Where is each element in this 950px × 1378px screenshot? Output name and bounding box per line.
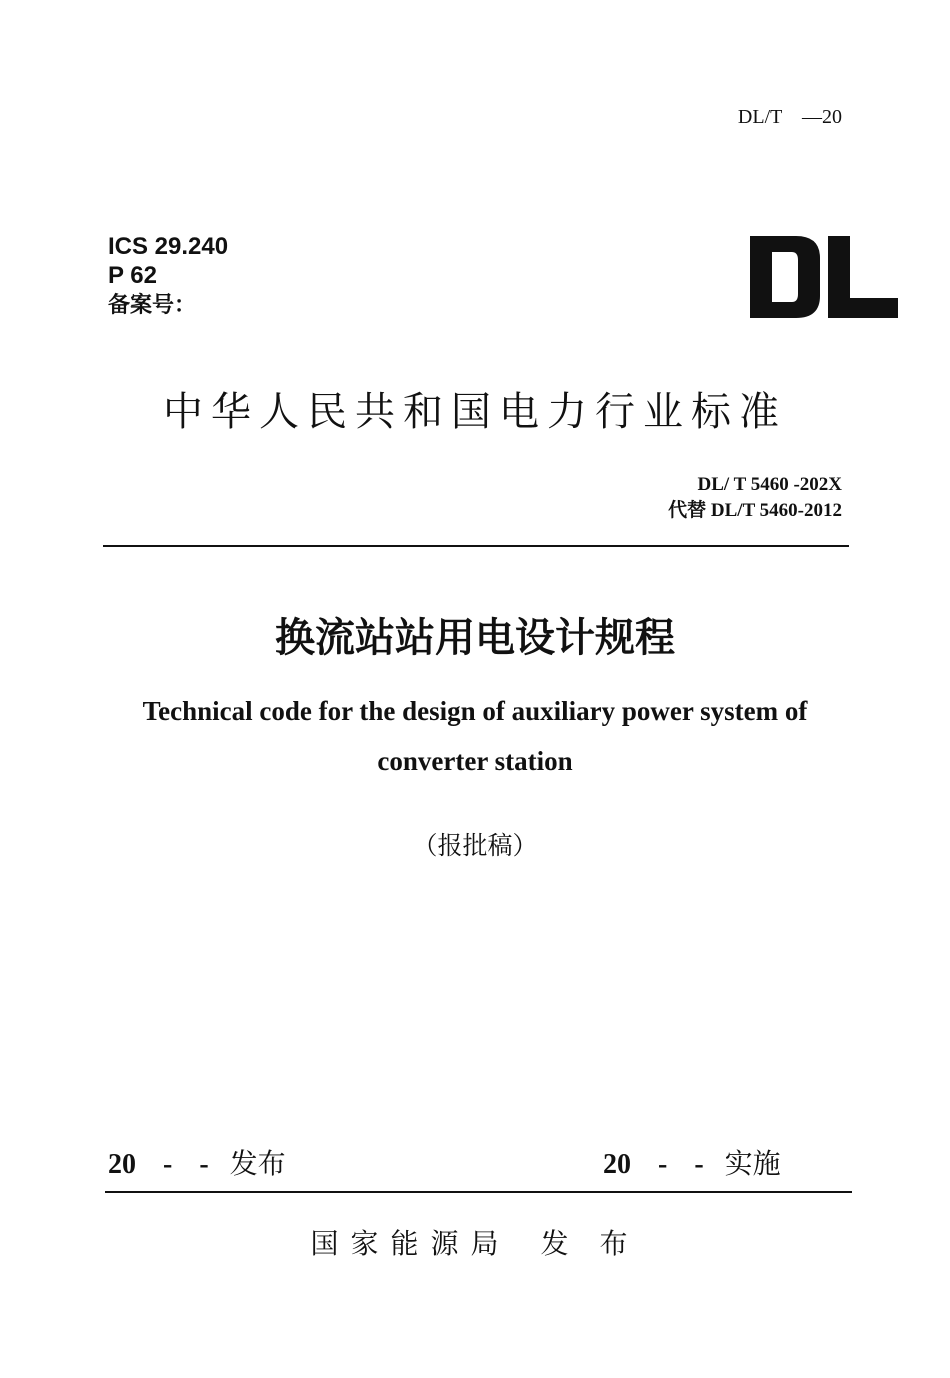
- document-title-chinese: 换流站站用电设计规程: [275, 615, 675, 660]
- top-divider: [103, 545, 849, 547]
- standard-number: DL/ T 5460 -202X: [697, 474, 842, 495]
- bottom-divider: [105, 1191, 852, 1193]
- issuer-name: 国家能源局: [310, 1229, 511, 1260]
- replaces-standard: 代替 DL/T 5460-2012: [668, 500, 842, 521]
- document-title-english: [0, 686, 950, 786]
- publish-dash-1: -: [163, 1149, 173, 1180]
- draft-status: （报批稿）: [412, 833, 538, 860]
- industry-standard-title: 中华人民共和国电力行业标准: [163, 390, 787, 434]
- header-standard-code: DL/T —20: [737, 106, 842, 128]
- standard-number-block: [668, 472, 842, 524]
- implement-label: 实施: [724, 1149, 781, 1180]
- dl-logo: [748, 234, 900, 320]
- english-title-line-2: converter station: [377, 746, 573, 776]
- implement-year: 20: [603, 1149, 631, 1180]
- publish-label: 发布: [229, 1149, 286, 1180]
- publish-date: [108, 1142, 286, 1182]
- implement-dash-1: -: [658, 1149, 668, 1180]
- ics-code: ICS 29.240: [108, 233, 229, 260]
- implementation-date: [603, 1142, 781, 1182]
- issuer-action: 发 布: [540, 1229, 640, 1260]
- ccs-code: P 62: [108, 262, 157, 289]
- publish-dash-2: -: [199, 1149, 209, 1180]
- english-title-line-1: Technical code for the design of auxiliary power system of: [142, 696, 808, 726]
- filing-number-label: 备案号：: [108, 292, 197, 317]
- classification-block: [108, 232, 228, 319]
- publish-year: 20: [108, 1149, 136, 1180]
- implement-dash-2: -: [694, 1149, 704, 1180]
- issuer-line: [0, 1222, 950, 1262]
